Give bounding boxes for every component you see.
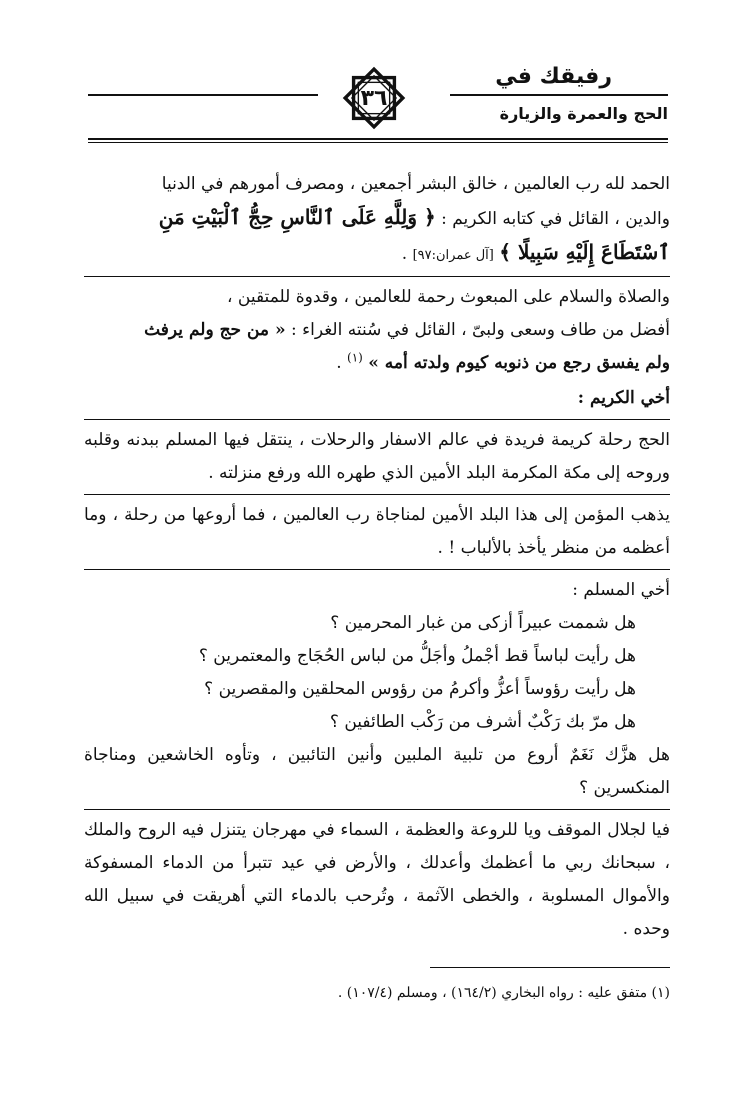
question-3: هل رأيت رؤوساً أعزُّ وأكرمُ من رؤوس المحلقين والمقصرين ؟ (204, 679, 636, 699)
page-header (88, 60, 668, 142)
question-2: هل رأيت لباساً قط أجْملُ وأجَلُّ من لباس الحُجَاج والمعتمرين ؟ (198, 646, 636, 666)
intro-line-2: والدين ، القائل في كتابه الكريم : (441, 209, 670, 229)
header-rule-bottom-thin (88, 142, 668, 143)
question-5: هل هزَّك نَغَمٌ أروع من تلبية الملبين وأنين التائبين ، وتأوه الخاشعين ومناجاة المنكسرين ؟ (84, 745, 670, 798)
footnote-rule (430, 967, 670, 968)
paragraph-salutation (84, 281, 670, 380)
salutation-line-1: والصلاة والسلام على المبعوث رحمة للعالمين ، وقدوة للمتقين ، (227, 287, 670, 307)
header-rule-left (88, 94, 318, 96)
footnote: (١) متفق عليه : رواه البخاري (١٦٤/٢) ، ومسلم (١٠٧/٤) . (337, 985, 670, 1001)
book-subtitle: الحج والعمرة والزيارة (499, 104, 668, 123)
paragraph-intro (84, 168, 670, 272)
paragraph-divider (84, 569, 670, 570)
hadith-part-2: ولم يفسق رجع من ذنوبه كيوم ولدته أمه » (368, 353, 670, 373)
main-text (84, 168, 670, 946)
paragraph-divider (84, 809, 670, 810)
question-1: هل شممت عبيراً أزكى من غبار المحرمين ؟ (330, 613, 636, 633)
footnote-marker: (١) (347, 350, 363, 365)
header-rule-bottom (88, 138, 668, 140)
paragraph-divider (84, 419, 670, 420)
heading-dear-brother: أخي الكريم : (577, 388, 670, 408)
intro-line-1: الحمد لله رب العالمين ، خالق البشر أجمعين ، ومصرف أمورهم في الدنيا (161, 174, 670, 194)
header-rule-right (450, 94, 668, 96)
verse-reference: [آل عمران:٩٧] (412, 248, 494, 263)
paragraph-majesty: فيا لجلال الموقف ويا للروعة والعظمة ، السماء في مهرجان يتنزل فيه الروح والملك ، سبحانك ربي ما أعظمك وأعدلك ، والأرض في عيد تتبرأ من الدماء المسفوكة والأموال المسلوبة ، والخطى الآثمة ، وتُرحب بالدماء التي أهريقت في سبيل الله وحده . (84, 820, 670, 939)
salutation-line-2: أفضل من طاف وسعى ولبىّ ، القائل في سُنته الغراء : (290, 320, 670, 340)
quran-verse-part-1: ﴿ وَلِلَّهِ عَلَى ٱلنَّاسِ حِجُّ ٱلْبَيْتِ مَنِ (158, 205, 436, 229)
heading-muslim-brother: أخي المسلم : (572, 580, 670, 600)
salutation-end: . (336, 353, 342, 373)
hadith-part-1: « من حج ولم يرفث (144, 320, 286, 340)
paragraph-believer: يذهب المؤمن إلى هذا البلد الأمين لمناجاة رب العالمين ، فما أروعها من رحلة ، وما أعظمه من منظر يأخذ بالألباب ! . (84, 505, 670, 558)
quran-verse-part-2: ٱسْتَطَاعَ إِلَيْهِ سَبِيلًا ﴾ (499, 240, 670, 264)
intro-end: . (401, 244, 408, 264)
page-number: ٣٦ (360, 85, 388, 111)
page-number-badge (340, 64, 408, 132)
paragraph-hajj-journey: الحج رحلة كريمة فريدة في عالم الاسفار والرحلات ، ينتقل فيها المسلم ببدنه وقلبه وروحه إلى مكة المكرمة البلد الأمين الذي طهره الله ورفع منزلته . (84, 430, 670, 483)
question-4: هل مرّ بك رَكْبٌ أشرف من رَكْب الطائفين ؟ (329, 712, 636, 732)
book-title: رفيقك في (495, 64, 612, 89)
paragraph-divider (84, 276, 670, 277)
paragraph-divider (84, 494, 670, 495)
